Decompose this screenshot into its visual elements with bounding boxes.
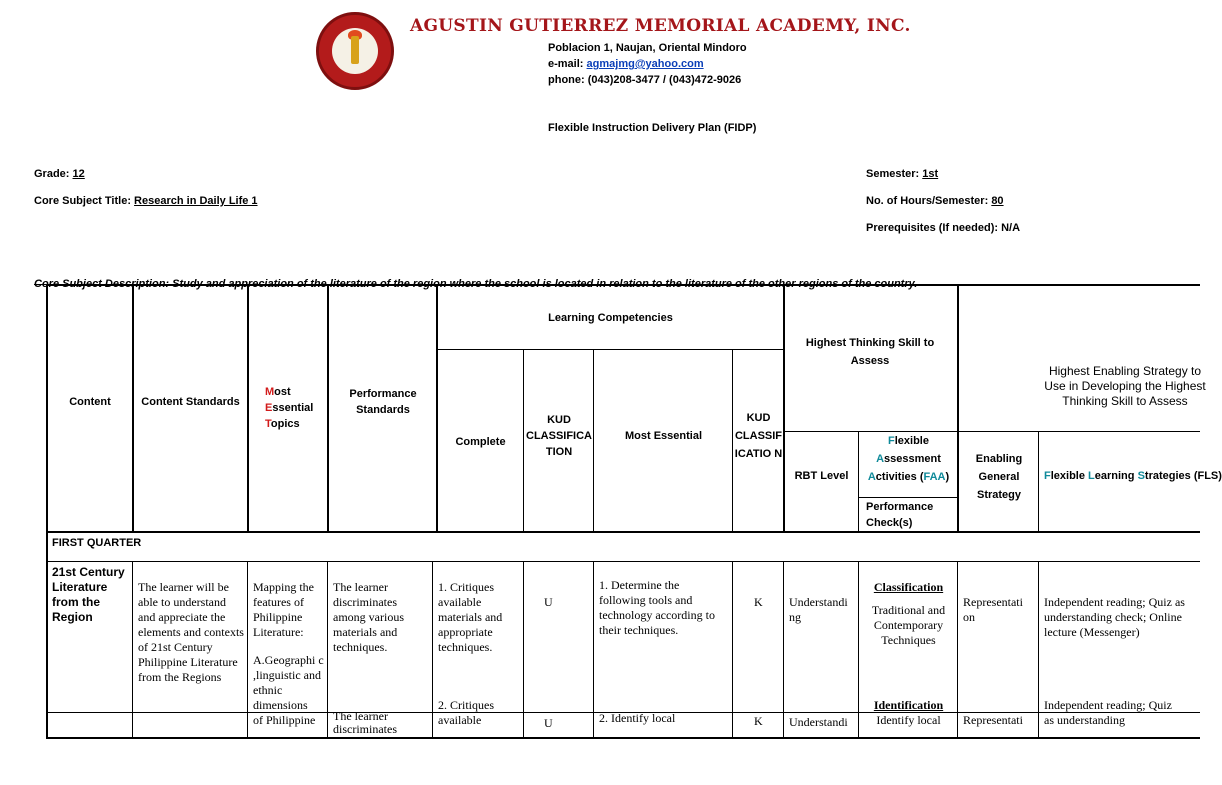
quarter-divider [46,561,1200,562]
col-border-9 [858,431,859,532]
header-highest-enabling [1040,364,1206,414]
row2-faa: Identify local [876,713,941,727]
subject-label: Core Subject Title: [34,195,131,207]
prerequisites-field: Prerequisites (If needed): N/A [866,222,1021,234]
col-border-9b [858,561,859,739]
row2-kud-2: K [754,714,763,728]
grade-value: 12 [72,168,85,180]
grade-field [34,168,85,180]
grade-label: Grade: [34,168,70,180]
header-content-standards: Content Standards [141,396,240,408]
row2-performance: The learner discriminates [333,709,397,736]
row2-topics: of Philippine [253,713,316,727]
header-topics-m: M [265,386,275,398]
header-learning-competencies: Learning Competencies [548,312,673,324]
header-performance-standards: Performance Standards [349,388,417,416]
school-logo [316,12,394,90]
faa-ssessment: ssessment [884,453,941,465]
row1-faa-heading-2 [860,698,957,713]
header-most-essential: Most Essential [624,430,703,442]
faa-lexible: lexible [894,435,929,447]
faa-acronym: FAA [923,471,946,483]
fls-l: L [1088,470,1095,482]
header-topics-opics: opics [270,418,300,430]
col-border-0 [46,284,48,739]
faa-divider [858,497,958,498]
header-performance-checks: Performance Check(s) [866,501,934,529]
email-label: e-mail: [548,58,584,70]
col-border-11 [1038,431,1039,532]
row1-faa [860,580,957,648]
header-enabling-general: Enabling General Strategy [975,453,1023,501]
row1-topics-b: A.Geographi c ,linguistic and ethnic dimensions [253,653,324,712]
school-name: AGUSTIN GUTIERREZ MEMORIAL ACADEMY, INC. [410,16,911,36]
row1-fls-2: Independent reading; Quiz [1044,698,1172,712]
header-topics-ssential: ssential [272,402,314,414]
school-email-line [548,56,747,72]
subject-field [34,195,258,207]
col-border-10 [957,284,959,532]
table-top-border [46,284,1200,286]
header-topics-t: T [265,418,271,430]
fls-trategies: trategies (FLS) [1144,470,1222,482]
header-kud-2: KUD CLASSIF ICATIO N [734,412,783,460]
row2-most-essential: 2. Identify local [599,711,676,725]
faa-f: F [888,435,895,447]
col-border-6b [593,561,594,739]
header-highest-thinking: Highest Thinking Skill to Assess [805,337,935,367]
row1-topics-a: Mapping the features of Philippine Literature: [253,580,314,639]
subject-value: Research in Daily Life 1 [134,195,258,207]
hours-label: No. of Hours/Semester: [866,195,989,207]
school-address: Poblacion 1, Naujan, Oriental Mindoro [548,42,747,54]
lc-divider [436,349,783,350]
col-border-4b [432,561,433,739]
row1-performance: The learner discriminates among various materials and techniques. [333,580,404,654]
header-content: Content [69,396,111,408]
email-link[interactable]: agmajmg@yahoo.com [586,58,704,70]
col-border-5 [523,349,524,532]
school-contact [548,40,747,88]
hours-value: 80 [991,195,1004,207]
row1-complete-1: 1. Critiques available materials and appropriate techniques. [438,580,503,654]
semester-value: 1st [922,168,939,180]
row1-kud-2: K [754,595,763,609]
fls-s: S [1137,470,1145,482]
row1-kud-1: U [544,595,553,609]
semester-field [866,168,938,180]
header-rbt-level: RBT Level [794,470,849,482]
col-border-5b [523,561,524,739]
table-bottom-border [46,737,1200,739]
hours-field [866,195,1004,207]
faa-a: A [876,453,885,465]
row1-content-standards: The learner will be able to understand and appreciate the elements and contexts of 21st Century Philippine Literature from the Regions [138,580,244,684]
header-most-essential-topics [249,376,327,432]
header-topics-ost: ost [274,386,291,398]
faa-ctivities: ctivities ( [875,471,924,483]
logo-emblem [332,28,378,74]
faa-a2: A [867,471,876,483]
faa-close: ) [945,471,950,483]
header-bottom-border [46,531,1200,533]
row1-fls-1: Independent reading; Quiz as understanding check; Online lecture (Messenger) [1044,595,1185,639]
header-faa [860,432,957,488]
row1-content: 21st Century Literature from the Region [52,565,125,624]
header-topics-e: E [265,402,273,414]
col-border-8 [783,284,785,532]
thinking-divider [783,431,1200,432]
row2-strategy: Representati [963,713,1023,727]
header-highest-enabling-text: Highest Enabling Strategy to Use in Developing the Highest Thinking Skill to Assess [1044,364,1206,408]
header-kud-1: KUD CLASSIFICA TION [526,414,592,458]
col-border-10b [957,561,958,739]
row1-strategy: Representati on [963,595,1023,624]
row1-faa-heading: Classification [873,580,944,594]
col-border-11b [1038,561,1039,739]
col-border-3b [327,561,328,739]
col-border-3 [327,284,329,532]
col-border-6 [593,349,594,532]
row1-rbt: Understandi ng [789,595,848,624]
row1-faa-identification: Identification [873,698,944,712]
row1-most-essential: 1. Determine the following tools and technology according to their techniques. [599,578,715,637]
document-title: Flexible Instruction Delivery Plan (FIDP) [548,122,757,134]
col-border-1b [132,561,133,739]
header-complete: Complete [455,436,506,448]
row2-complete: available [438,713,482,727]
col-border-7b [732,561,733,739]
semester-label: Semester: [866,168,920,180]
row1-faa-text: Traditional and Contemporary Techniques [871,603,946,647]
fls-lexible: lexible [1050,470,1089,482]
col-border-2b [247,561,248,739]
school-phone: phone: (043)208-3477 / (043)472-9026 [548,74,742,86]
row2-rbt: Understandi [789,715,848,729]
col-border-8b [783,561,784,739]
header-fls [1044,468,1222,488]
row2-kud-1: U [544,716,553,730]
col-border-7 [732,349,733,532]
quarter-label: FIRST QUARTER [52,537,142,549]
row1-complete-2: 2. Critiques [438,698,494,712]
row2-fls: as understanding [1044,713,1125,727]
torch-icon [351,36,359,64]
fls-earning: earning [1094,470,1138,482]
fls-f: F [1044,470,1051,482]
